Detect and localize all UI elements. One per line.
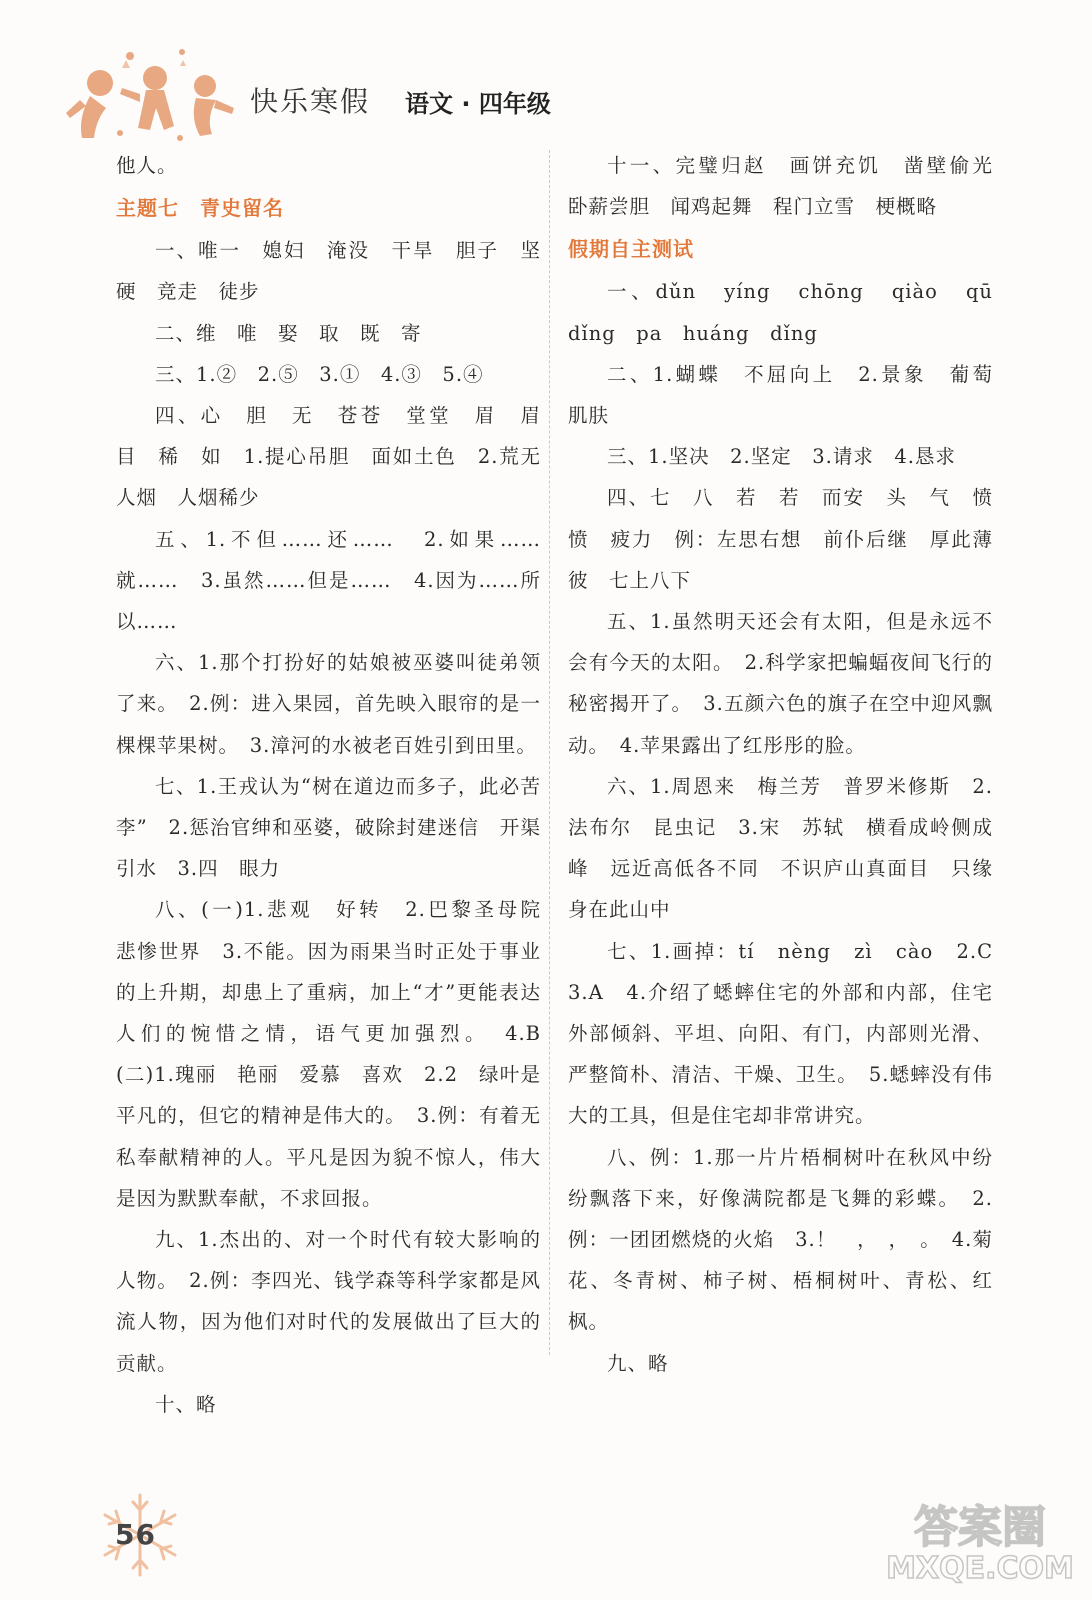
answer-paragraph: 七、1.画掉：tí nèng zì cào 2.C 3.A 4.介绍了蟋蟀住宅的外部和内部，住宅外部倾斜、平坦、向阳、有门，内部则光滑、严整简朴、清洁、干燥、卫生。 5.蟋蟀没有伟大的工具，但是住宅却非常讲究。 — [568, 939, 1014, 1128]
answer-paragraph: 九、略 — [607, 1351, 669, 1375]
answer-paragraph: 八、例：1.那一片片梧桐树叶在秋风中纷纷飘落下来，好像满院都是飞舞的彩蝶。 2.例：一团团燃烧的火焰 3.！ ， ， 。 4.菊花、冬青树、柿子树、梧桐树叶、青松、红枫。 — [568, 1145, 993, 1334]
answer-paragraph: 五、1.虽然明天还会有太阳，但是永远不会有今天的太阳。 2.科学家把蝙蝠夜间飞行的秘密揭开了。 3.五颜六色的旗子在空中迎风飘动。 4.苹果露出了红彤彤的脸。 — [568, 610, 993, 757]
watermark-icon — [880, 1500, 1080, 1595]
children-playing-logo-icon — [60, 38, 240, 148]
answer-paragraph: 十一、完璧归赵 画饼充饥 凿壁偷光 卧薪尝胆 闻鸡起舞 程门立雪 梗概略 — [568, 154, 1014, 219]
answer-paragraph: 七、1.王戎认为“树在道边而多子，此必苦李” 2.惩治官绅和巫婆，破除封建迷信 开渠引水 3.四 眼力 — [116, 774, 541, 881]
answer-paragraph: 六、1.周恩来 梅兰芳 普罗米修斯 2.法布尔 昆虫记 3.宋 苏轼 横看成岭侧成峰 远近高低各不同 不识庐山真面目 只缘身在此山中 — [568, 774, 993, 922]
left-column — [116, 145, 562, 1425]
carryover-text: 他人。 — [116, 154, 178, 177]
section-heading-theme-seven: 主题七 青史留名 — [116, 196, 284, 221]
page-header — [60, 38, 620, 148]
answer-paragraph: 四、七 八 若 若 而安 头 气 愤 愤 疲力 例：左思右想 前仆后继 厚此薄彼 七上八下 — [568, 486, 1014, 592]
answer-paragraph: 二、维 唯 娶 取 既 寄 — [155, 321, 422, 345]
answer-paragraph: 九、1.杰出的、对一个时代有较大影响的人物。 2.例：李四光、钱学森等科学家都是风流人物，因为他们对时代的发展做出了巨大的贡献。 — [116, 1228, 541, 1375]
answer-paragraph: 一、唯一 媳妇 淹没 干旱 胆子 坚硬 竞走 徒步 — [116, 239, 541, 304]
book-title: 快乐寒假 — [250, 85, 371, 118]
subject-grade: 语文 · 四年级 — [405, 90, 551, 118]
answer-paragraph: 二、1.蝴蝶 不屈向上 2.景象 葡萄 肌肤 — [568, 362, 1014, 428]
section-heading-holiday-test: 假期自主测试 — [568, 237, 694, 262]
answer-paragraph: 四、心 胆 无 苍苍 堂堂 眉 眉 目 稀 如 1.提心吊胆 面如土色 2.荒无人烟 人烟稀少 — [116, 404, 562, 510]
answer-paragraph: 五、1.不但……还…… 2.如果……就…… 3.虽然……但是…… 4.因为……所以…… — [116, 527, 541, 634]
answer-paragraph: 六、1.那个打扮好的姑娘被巫婆叫徒弟领了来。 2.例：进入果园，首先映入眼帘的是一棵棵苹果树。 3.漳河的水被老百姓引到田里。 — [116, 651, 541, 757]
right-column — [568, 145, 1014, 1384]
answer-paragraph: 八、(一)1.悲观 好转 2.巴黎圣母院 悲惨世界 3.不能。因为雨果当时正处于事业的上升期，却患上了重病，加上“才”更能表达人们的惋惜之情，语气更加强烈。 4.B (二)1.瑰丽 艳丽 爱慕 喜欢 2.2 绿叶是平凡的，但它的精神是伟大的。 3.例：有着无私奉献精神的人。平凡是因为貌不惊人，伟大是因为默默奉献，不求回报。 — [116, 898, 562, 1210]
watermark-text: 答案圈 MXQE.COM — [886, 1502, 1074, 1586]
answer-paragraph: 三、1.坚决 2.坚定 3.请求 4.恳求 — [607, 445, 956, 469]
column-divider — [549, 150, 550, 1355]
page-number: 56 — [115, 1518, 156, 1551]
answer-paragraph: 十、略 — [155, 1392, 217, 1416]
answer-paragraph: 三、1.② 2.⑤ 3.① 4.③ 5.④ — [155, 362, 484, 386]
answer-paragraph: 一、dǔn yíng chōng qiào qū dǐng pa huáng dǐng — [568, 280, 1014, 345]
